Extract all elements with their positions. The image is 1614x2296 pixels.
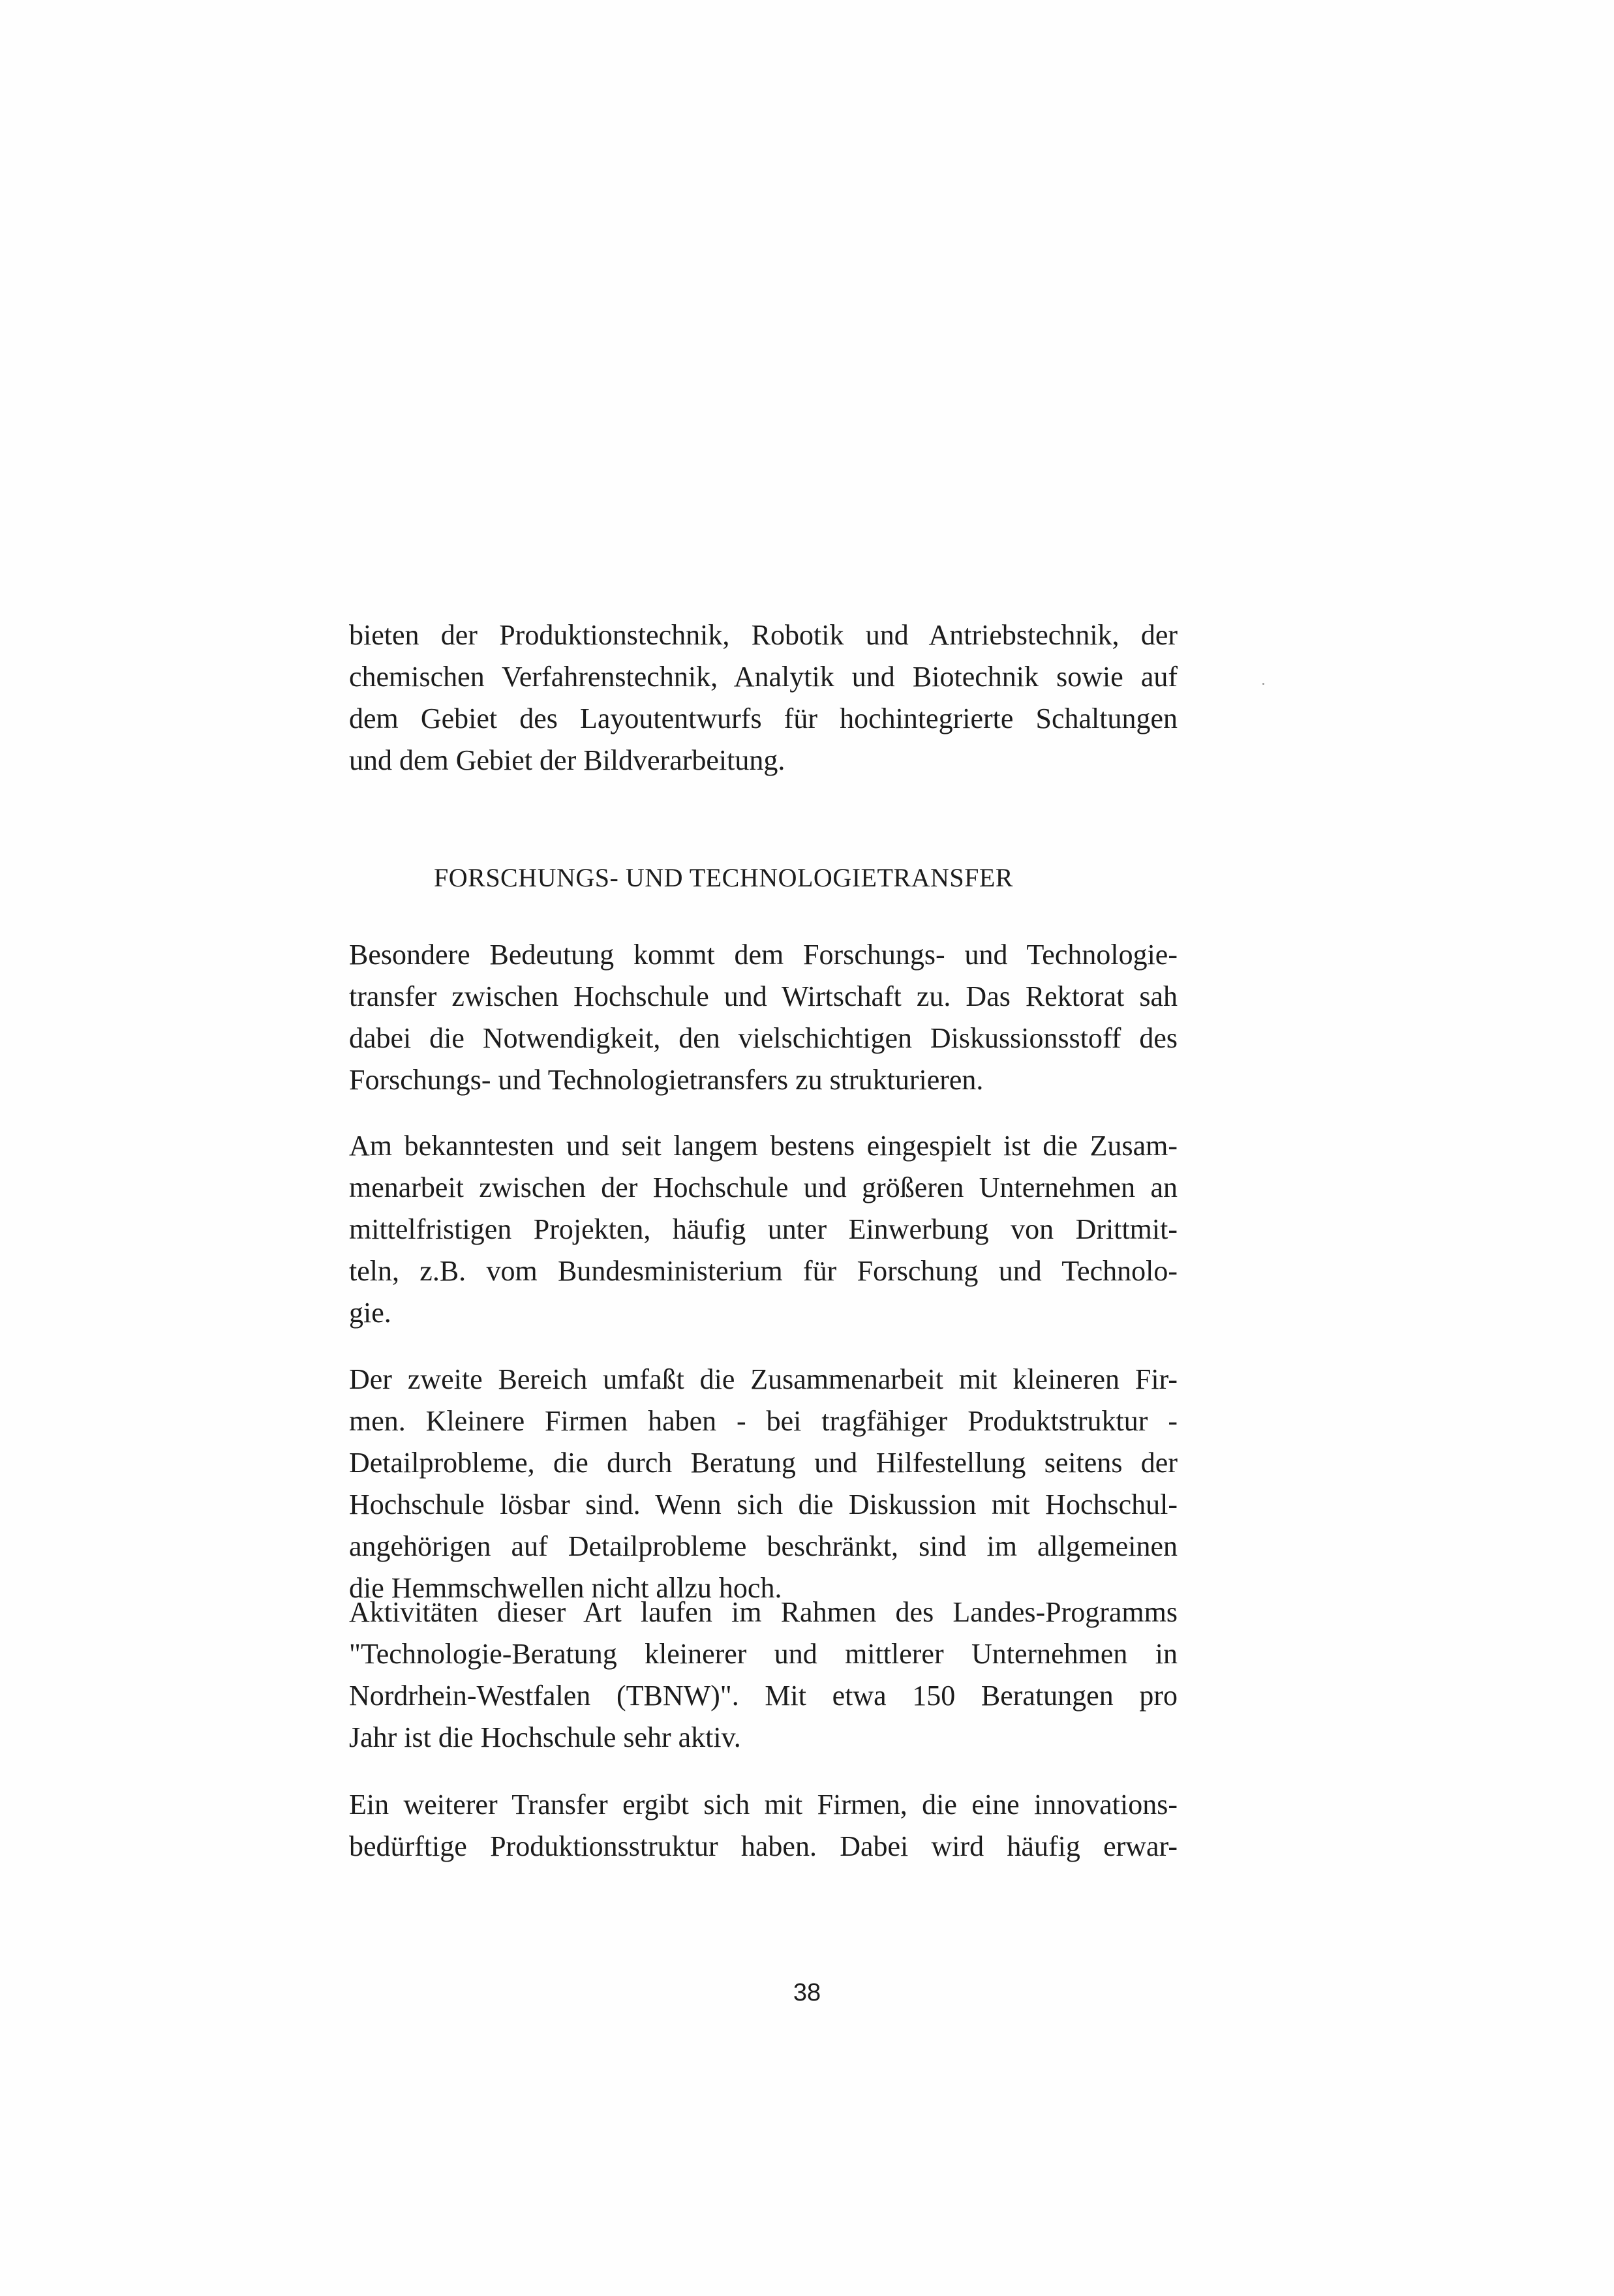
paragraph-line: die Hemmschwellen nicht allzu hoch. bbox=[349, 1572, 782, 1604]
paragraph-line: teln, z.B. vom Bundesministerium für Forschung und Technolo- bbox=[349, 1255, 1178, 1287]
paragraph-3 bbox=[349, 1359, 1178, 1609]
paragraph-line: Am bekanntesten und seit langem bestens eingespielt ist die Zusam- bbox=[349, 1130, 1178, 1162]
section-heading: FORSCHUNGS- UND TECHNOLOGIETRANSFER bbox=[434, 863, 1013, 892]
scan-speck bbox=[1262, 683, 1264, 685]
paragraph-line: menarbeit zwischen der Hochschule und größeren Unternehmen an bbox=[349, 1171, 1178, 1203]
paragraph-line: und dem Gebiet der Bildverarbeitung. bbox=[349, 744, 785, 776]
intro-paragraph bbox=[349, 614, 1178, 781]
page-number: 38 bbox=[793, 1979, 821, 2006]
paragraph-line: bieten der Produktionstechnik, Robotik und Antriebstechnik, der bbox=[349, 619, 1178, 651]
paragraph-line: bedürftige Produktionsstruktur haben. Dabei wird häufig erwar- bbox=[349, 1830, 1178, 1862]
paragraph-2 bbox=[349, 1125, 1178, 1334]
paragraph-line: dabei die Notwendigkeit, den vielschichtigen Diskussionsstoff des bbox=[349, 1022, 1178, 1054]
paragraph-line: Aktivitäten dieser Art laufen im Rahmen des Landes-Programms bbox=[349, 1596, 1178, 1628]
paragraph-5 bbox=[349, 1784, 1178, 1867]
paragraph-line: Detailprobleme, die durch Beratung und Hilfestellung seitens der bbox=[349, 1447, 1178, 1479]
paragraph-line: men. Kleinere Firmen haben - bei tragfähiger Produktstruktur - bbox=[349, 1405, 1178, 1437]
paragraph-line: mittelfristigen Projekten, häufig unter Einwerbung von Drittmit- bbox=[349, 1213, 1178, 1245]
paragraph-4 bbox=[349, 1592, 1178, 1759]
paragraph-line: Hochschule lösbar sind. Wenn sich die Diskussion mit Hochschul- bbox=[349, 1488, 1178, 1520]
paragraph-line: Ein weiterer Transfer ergibt sich mit Firmen, die eine innovations- bbox=[349, 1789, 1178, 1820]
paragraph-line: Forschungs- und Technologietransfers zu strukturieren. bbox=[349, 1064, 984, 1096]
paragraph-line: Besondere Bedeutung kommt dem Forschungs- und Technologie- bbox=[349, 939, 1178, 971]
paragraph-line: transfer zwischen Hochschule und Wirtschaft zu. Das Rektorat sah bbox=[349, 980, 1178, 1012]
paragraph-line: "Technologie-Beratung kleinerer und mittlerer Unternehmen in bbox=[349, 1638, 1178, 1670]
paragraph-line: dem Gebiet des Layoutentwurfs für hochintegrierte Schaltungen bbox=[349, 702, 1178, 734]
paragraph-line: Jahr ist die Hochschule sehr aktiv. bbox=[349, 1721, 741, 1753]
paragraph-line: Der zweite Bereich umfaßt die Zusammenarbeit mit kleineren Fir- bbox=[349, 1363, 1178, 1395]
paragraph-1 bbox=[349, 934, 1178, 1101]
paragraph-line: angehörigen auf Detailprobleme beschränkt, sind im allgemeinen bbox=[349, 1530, 1178, 1562]
paragraph-line: gie. bbox=[349, 1297, 391, 1329]
paragraph-line: chemischen Verfahrenstechnik, Analytik und Biotechnik sowie auf bbox=[349, 661, 1178, 693]
paragraph-line: Nordrhein-Westfalen (TBNW)". Mit etwa 150 Beratungen pro bbox=[349, 1680, 1178, 1712]
